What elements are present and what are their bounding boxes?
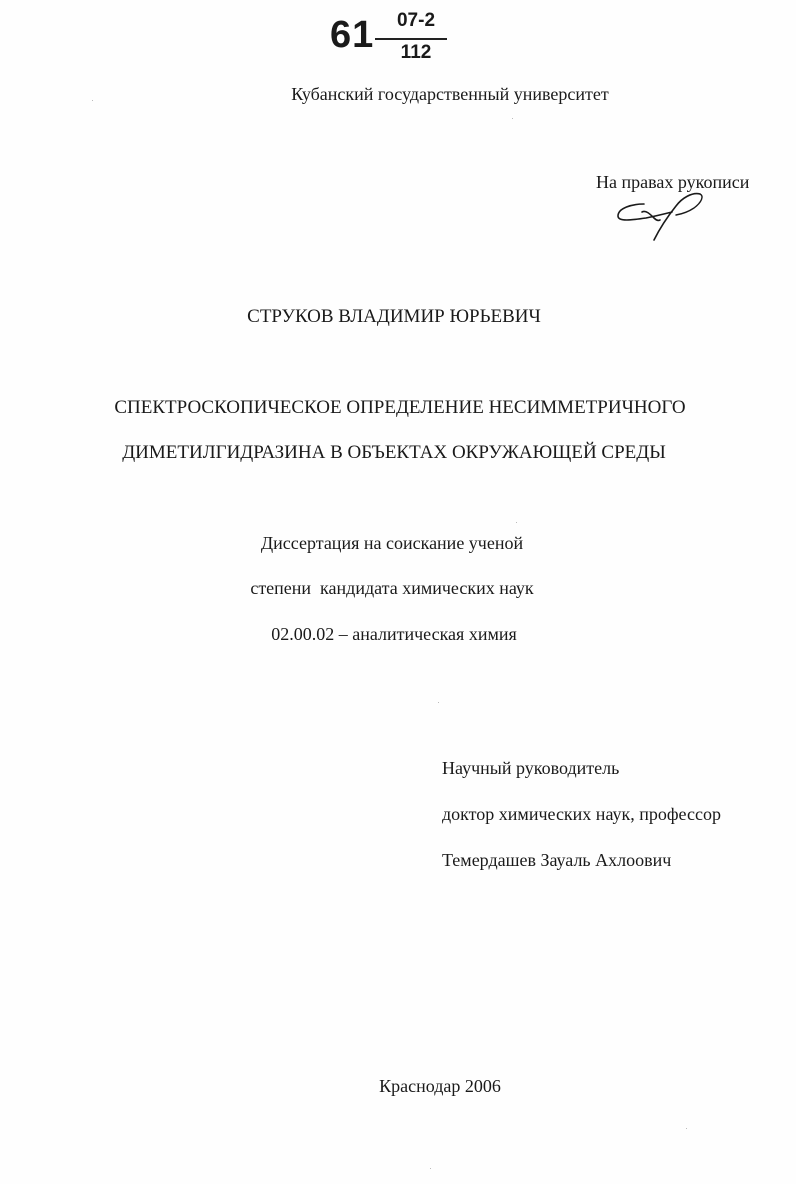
university-name: Кубанский государственный университет xyxy=(291,84,609,104)
rights-note: На правах рукописи xyxy=(596,172,750,192)
scan-speck xyxy=(512,118,513,119)
scan-speck xyxy=(438,702,439,703)
author-name: СТРУКОВ ВЛАДИМИР ЮРЬЕВИЧ xyxy=(247,306,541,327)
dissertation-line-2: степени кандидата химических наук xyxy=(250,578,534,598)
dissertation-line-1: Диссертация на соискание ученой xyxy=(260,533,524,553)
library-code-top: 07-2 xyxy=(396,10,436,31)
library-code-bottom: 112 xyxy=(400,42,432,63)
scan-speck xyxy=(92,100,93,101)
thesis-title-line-2: ДИМЕТИЛГИДРАЗИНА В ОБЪЕКТАХ ОКРУЖАЮЩЕЙ СРЕДЫ xyxy=(122,442,666,463)
library-code-main: 61 xyxy=(330,14,375,56)
supervisor-degree: доктор химических наук, профессор xyxy=(442,804,721,824)
scan-speck xyxy=(686,1128,687,1129)
city-year: Краснодар 2006 xyxy=(379,1076,501,1096)
dissertation-line-3: 02.00.02 – аналитическая химия xyxy=(271,624,517,644)
scan-speck xyxy=(430,1168,431,1169)
thesis-title-line-1: СПЕКТРОСКОПИЧЕСКОЕ ОПРЕДЕЛЕНИЕ НЕСИММЕТРИЧНОГО xyxy=(114,397,686,418)
scan-speck xyxy=(516,522,517,523)
supervisor-name: Темердашев Зауаль Ахлоович xyxy=(442,850,672,870)
signature-icon xyxy=(612,190,712,246)
supervisor-label: Научный руководитель xyxy=(442,758,620,778)
library-code-fraction-line xyxy=(375,38,447,40)
